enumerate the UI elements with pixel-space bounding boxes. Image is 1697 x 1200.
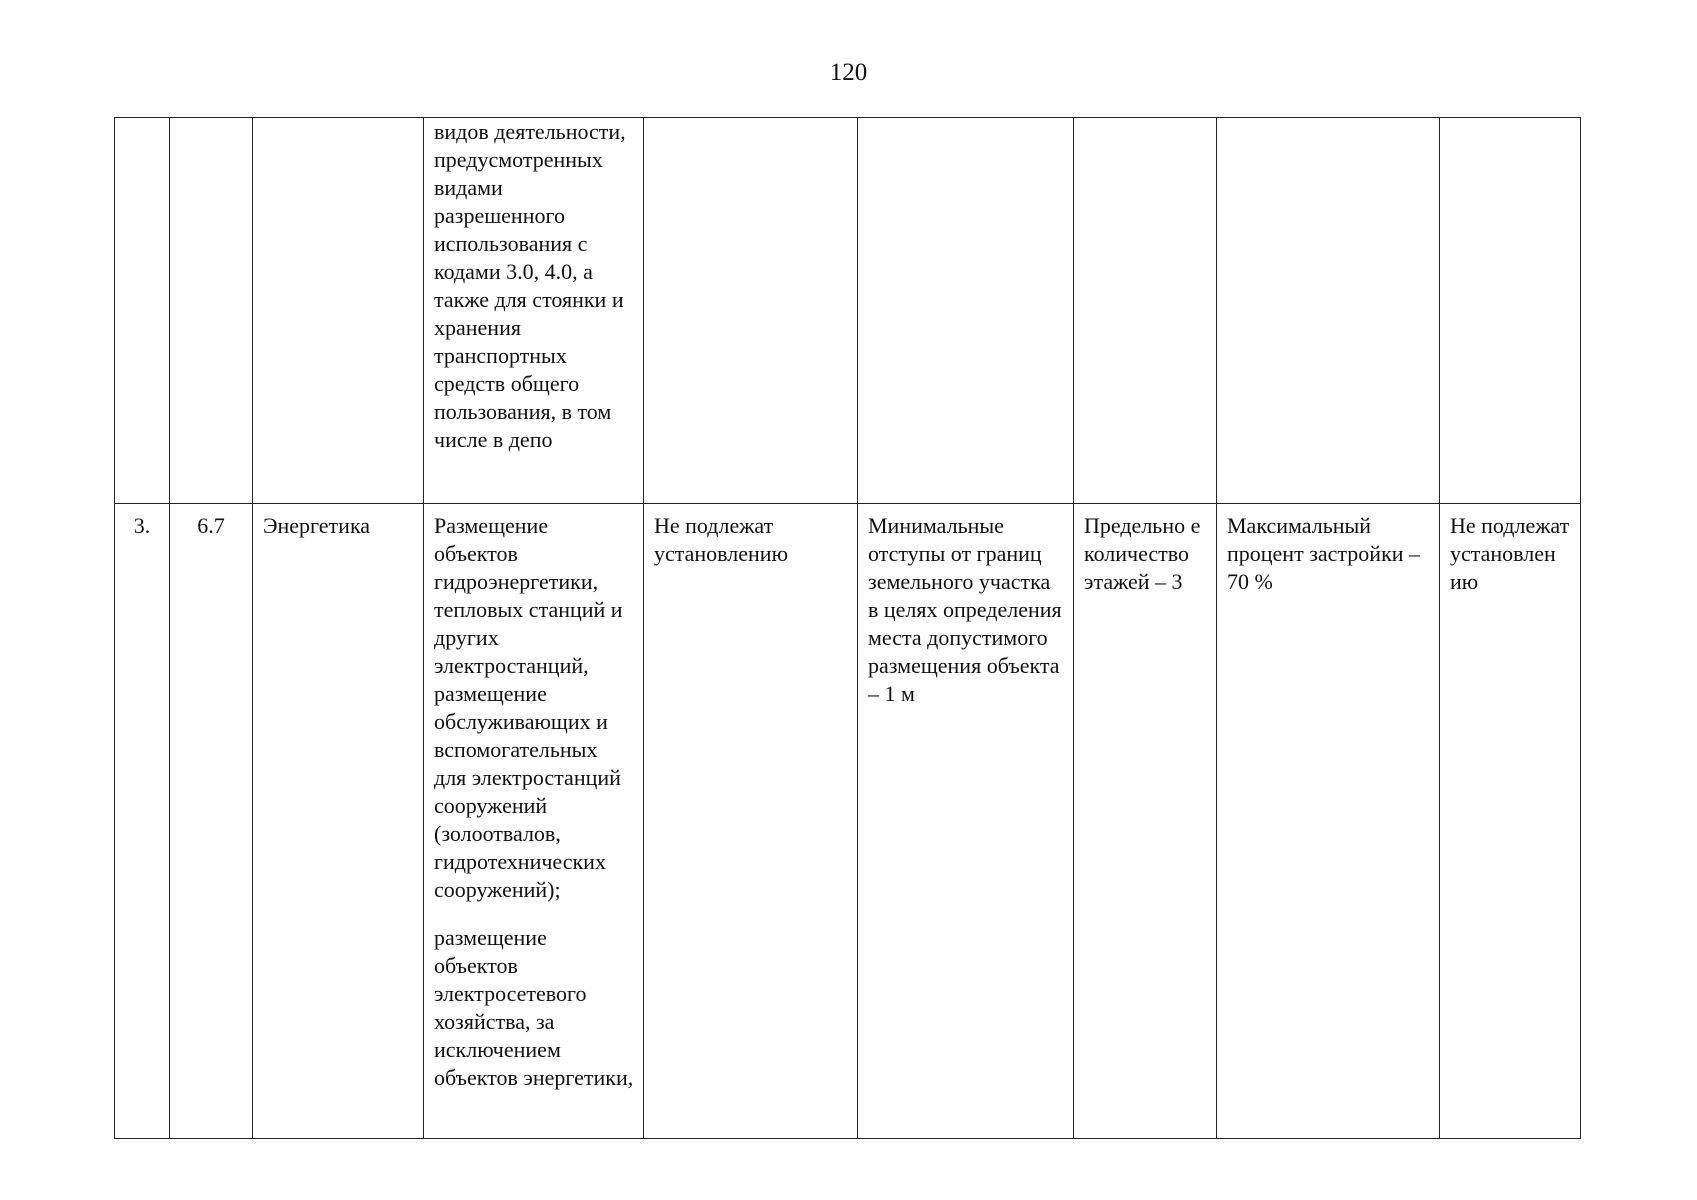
cell-other — [1440, 118, 1581, 504]
cell-setback: Минимальные отступы от границ земельного участка в целях определения места допустимого размещения объекта – 1 м — [858, 504, 1074, 1139]
cell-description — [424, 118, 644, 504]
description-paragraph: Размещение объектов гидроэнергетики, тепловых станций и других электростанций, размещение обслуживающих и вспомогательных для электростанций сооружений (золоотвалов, гидротехнических сооружений); — [434, 513, 623, 902]
cell-plot-area — [644, 118, 858, 504]
cell-floors — [1074, 118, 1217, 504]
table-row — [115, 118, 1581, 504]
cell-plot-area: Не подлежат установлению — [644, 504, 858, 1139]
description-paragraph: размещение объектов электросетевого хозяйства, за исключением объектов энергетики, — [434, 925, 634, 1090]
regulations-table — [114, 117, 1581, 1139]
table-row — [115, 504, 1581, 1139]
cell-setback — [858, 118, 1074, 504]
cell-name — [253, 118, 424, 504]
cell-coverage: Максимальный процент застройки – 70 % — [1217, 504, 1440, 1139]
cell-code: 6.7 — [170, 504, 253, 1139]
cell-number: 3. — [115, 504, 170, 1139]
cell-floors: Предельно е количество этажей – 3 — [1074, 504, 1217, 1139]
cell-description — [424, 504, 644, 1139]
cell-number — [115, 118, 170, 504]
cell-name: Энергетика — [253, 504, 424, 1139]
page-number: 120 — [829, 59, 868, 86]
cell-other: Не подлежат установлен ию — [1440, 504, 1581, 1139]
cell-coverage — [1217, 118, 1440, 504]
cell-code — [170, 118, 253, 504]
description-paragraph: видов деятельности, предусмотренных видами разрешенного использования с кодами 3.0, 4.0, а также для стоянки и хранения транспортных средств общего пользования, в том числе в депо — [434, 119, 626, 452]
